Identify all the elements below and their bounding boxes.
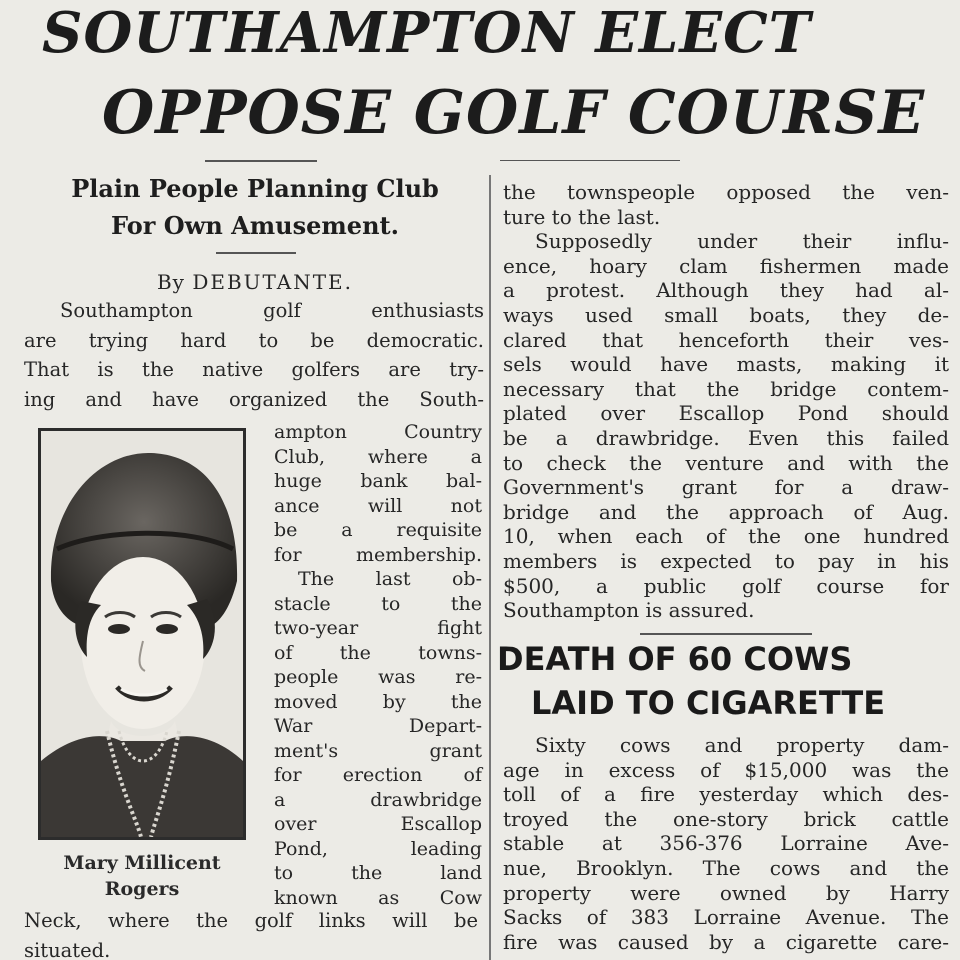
text-line: fire was caused by a cigarette care- xyxy=(503,929,949,954)
byline-author: DEBUTANTE. xyxy=(192,270,354,294)
text-line: members is expected to pay in his xyxy=(503,548,949,573)
text-line: toll of a fire yesterday which des- xyxy=(503,782,949,807)
text-line: $500, a public golf course for xyxy=(503,573,949,598)
text-line: troyed the one-story brick cattle xyxy=(503,806,949,831)
text-line: The last ob- xyxy=(298,568,482,590)
left-column xyxy=(24,170,486,960)
portrait-photo xyxy=(38,428,246,840)
text-line: ment's grant xyxy=(274,739,482,762)
text-line: Sacks of 383 Lorraine Avenue. The xyxy=(503,905,949,930)
subheadline-line-2: For Own Amusement. xyxy=(111,211,399,240)
text-line: Supposedly under their influ- xyxy=(535,229,949,254)
text-line: 10, when each of the one hundred xyxy=(503,524,949,549)
text-line: be a drawbridge. Even this failed xyxy=(503,425,949,450)
text-line: for membership. xyxy=(274,543,482,566)
text-line: ing and have organized the South- xyxy=(24,388,484,412)
text-line: stacle to the xyxy=(274,592,482,615)
text-line: Government's grant for a draw- xyxy=(503,475,949,500)
text-line: situated. xyxy=(24,938,111,960)
text-line: moved by the xyxy=(274,690,482,713)
text-line: Sixty cows and property dam- xyxy=(535,733,949,757)
text-line: ways used small boats, they de- xyxy=(503,302,949,327)
main-headline xyxy=(0,0,960,160)
text-line: stable at 356-376 Lorraine Ave- xyxy=(503,831,949,856)
text-line: for erection of xyxy=(274,764,482,786)
portrait-illustration xyxy=(41,431,243,837)
text-line: Pond, leading xyxy=(274,837,482,860)
text-line: clared that henceforth their ves- xyxy=(503,327,949,352)
text-line: nue, Brooklyn. The cows and the xyxy=(503,855,949,880)
byline xyxy=(24,270,486,294)
text-line: the townspeople opposed the ven- xyxy=(503,180,949,204)
text-line: plated over Escallop Pond should xyxy=(503,401,949,426)
text-line: huge bank bal- xyxy=(274,470,482,492)
article-intro xyxy=(24,296,484,415)
second-headline-line-1: DEATH OF 60 COWS xyxy=(497,640,853,678)
text-line: age in excess of $15,000 was the xyxy=(503,757,949,782)
text-line: known as Cow xyxy=(274,886,482,909)
text-line: a drawbridge xyxy=(274,788,482,811)
subheadline-line-1: Plain People Planning Club xyxy=(71,174,439,203)
second-headline-line-2: LAID TO CIGARETTE xyxy=(531,684,886,722)
text-line: two-year fight xyxy=(274,617,482,639)
second-article-body xyxy=(503,733,949,954)
text-line: people was re- xyxy=(274,666,482,688)
photo-caption-line-2: Rogers xyxy=(104,878,180,900)
subhead-rule xyxy=(216,252,296,254)
text-line: Southampton golf enthusiasts xyxy=(60,299,484,322)
text-line: bridge and the approach of Aug. xyxy=(503,499,949,524)
text-line: Southampton is assured. xyxy=(503,598,755,623)
text-line: be a requisite xyxy=(274,519,482,541)
text-line: War Depart- xyxy=(274,715,482,737)
text-line: ampton Country xyxy=(274,421,482,443)
text-line: That is the native golfers are try- xyxy=(24,358,484,382)
main-headline-line-1: SOUTHAMPTON ELECT xyxy=(42,0,812,66)
subheadline xyxy=(24,170,486,244)
text-line: to the land xyxy=(274,862,482,884)
text-line: ture to the last. xyxy=(503,204,661,229)
photo-caption xyxy=(24,850,260,902)
photo-caption-line-1: Mary Millicent xyxy=(63,852,221,874)
main-headline-line-2: OPPOSE GOLF COURSE xyxy=(102,78,926,148)
article-continued-text xyxy=(503,180,949,623)
headline-rule-left xyxy=(205,160,317,162)
text-line: are trying hard to be democratic. xyxy=(24,328,484,352)
byline-prefix: By xyxy=(156,270,185,294)
article-tail-text xyxy=(24,906,478,960)
text-line: ence, hoary clam fishermen made xyxy=(503,253,949,278)
article-separator-rule xyxy=(640,633,812,635)
text-line: property were owned by Harry xyxy=(503,880,949,905)
text-line: Club, where a xyxy=(274,445,482,468)
text-line: over Escallop xyxy=(274,813,482,835)
text-line: Neck, where the golf links will be xyxy=(24,909,478,932)
headline-rule-right xyxy=(500,160,680,161)
text-line: to check the venture and with the xyxy=(503,450,949,475)
text-line: sels would have masts, making it xyxy=(503,352,949,377)
column-divider xyxy=(489,175,491,960)
text-line: ance will not xyxy=(274,494,482,517)
text-line: a protest. Although they had al- xyxy=(503,278,949,303)
text-line: necessary that the bridge contem- xyxy=(503,376,949,401)
article-wrap-text xyxy=(274,420,482,910)
text-line: of the towns- xyxy=(274,641,482,664)
